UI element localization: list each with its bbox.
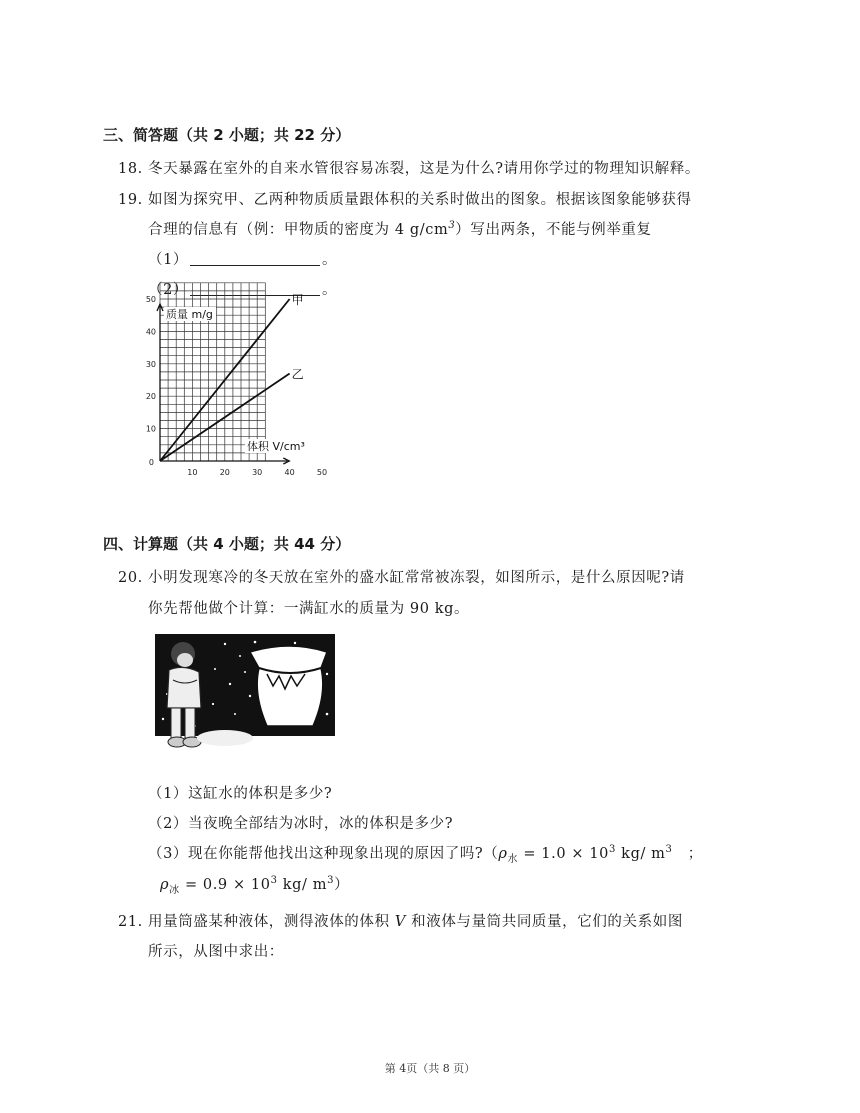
question-number: 20.	[118, 570, 143, 586]
series-label-1: 甲	[291, 293, 304, 307]
x-tick-label: 20	[219, 468, 230, 477]
x-tick-label: 10	[187, 468, 198, 477]
labels	[146, 293, 327, 477]
section-3-heading: 三、简答题（共 2 小题；共 22 分）	[103, 126, 351, 144]
series-label-2: 乙	[291, 367, 304, 382]
question-20-sub-3	[148, 842, 703, 865]
section-4-heading: 四、计算题（共 4 小题；共 44 分）	[103, 535, 351, 553]
x-tick-label: 50	[316, 468, 328, 477]
example-value: 4 $g/cm^3$	[394, 220, 456, 238]
separator: ；	[687, 846, 703, 862]
page-footer: 第 4页（共 8 页）	[384, 1062, 476, 1075]
sub-question-text: （2）当夜晚全部结为冰时，冰的体积是多少?	[148, 816, 454, 832]
water-density-formula: $\rho_水 = 1.0 \times 10^3$ kg/ $m^3$	[498, 844, 673, 865]
ice-density-formula: $\rho_冰 = 0.9 \times 10^3$ kg/ $m^3$	[160, 875, 335, 896]
y-tick-label: 20	[145, 392, 156, 402]
x-axis-label: 体积 V/cm³	[247, 440, 305, 453]
question-19-line2	[148, 218, 652, 239]
sub-question-text: （1）这缸水的体积是多少?	[148, 786, 333, 802]
question-20-sub-2	[148, 812, 453, 833]
question-21-line1	[118, 910, 683, 931]
y-tick-label: 50	[145, 295, 156, 304]
y-tick-label: 40	[145, 327, 156, 337]
mass-volume-graph	[140, 293, 330, 482]
question-number: 18.	[118, 161, 143, 177]
origin-label: 0	[148, 458, 154, 467]
y-axis-label: 质量 m/g	[166, 308, 213, 321]
x-tick-label: 30	[252, 468, 263, 477]
question-text: 你先帮他做个计算：一满缸水的质量为 90 kg。	[148, 601, 470, 617]
blank-end: 。	[322, 252, 338, 268]
volume-variable: V	[394, 914, 406, 930]
question-20-line2	[148, 597, 469, 618]
question-number: 19.	[118, 192, 143, 208]
question-text: 和液体与量筒共同质量，它们的关系如图	[411, 914, 683, 930]
question-text: 所示，从图中求出：	[148, 944, 284, 960]
question-text: 用量筒盛某种液体，测得液体的体积	[148, 914, 390, 930]
blank-label: （1）	[148, 252, 189, 268]
x-tick-label: 40	[284, 468, 295, 477]
question-number: 21.	[118, 914, 143, 930]
question-20-sub-1	[148, 782, 332, 803]
frozen-water-vat-illustration	[155, 634, 335, 762]
question-18	[118, 157, 700, 178]
blank-label: （2）	[148, 282, 189, 298]
snow-pile	[197, 730, 253, 746]
answer-blank[interactable]	[190, 251, 320, 266]
question-text: ）写出两条，不能与例举重复	[455, 222, 652, 238]
question-20-line1	[118, 566, 685, 587]
question-text: 小明发现寒冷的冬天放在室外的盛水缸常常被冻裂，如图所示，是什么原因呢?请	[148, 570, 685, 586]
blank-end: 。	[322, 282, 338, 298]
answer-blank-1	[148, 248, 337, 269]
sub-question-text: （3）现在你能帮他找出这种现象出现的原因了吗?（	[148, 846, 499, 862]
question-text: 合理的信息有（例：甲物质的密度为	[148, 222, 390, 238]
question-19-line1	[118, 188, 692, 209]
question-21-line2	[148, 940, 284, 961]
y-tick-label: 30	[145, 359, 156, 369]
question-text: 冬天暴露在室外的自来水管很容易冻裂，这是为什么?请用你学过的物理知识解释。	[148, 161, 700, 177]
close-paren: ）	[334, 877, 350, 893]
y-tick-label: 10	[145, 424, 156, 434]
question-text: 如图为探究甲、乙两种物质质量跟体积的关系时做出的图象。根据该图象能够获得	[148, 192, 692, 208]
question-20-sub-3-cont	[160, 873, 349, 896]
